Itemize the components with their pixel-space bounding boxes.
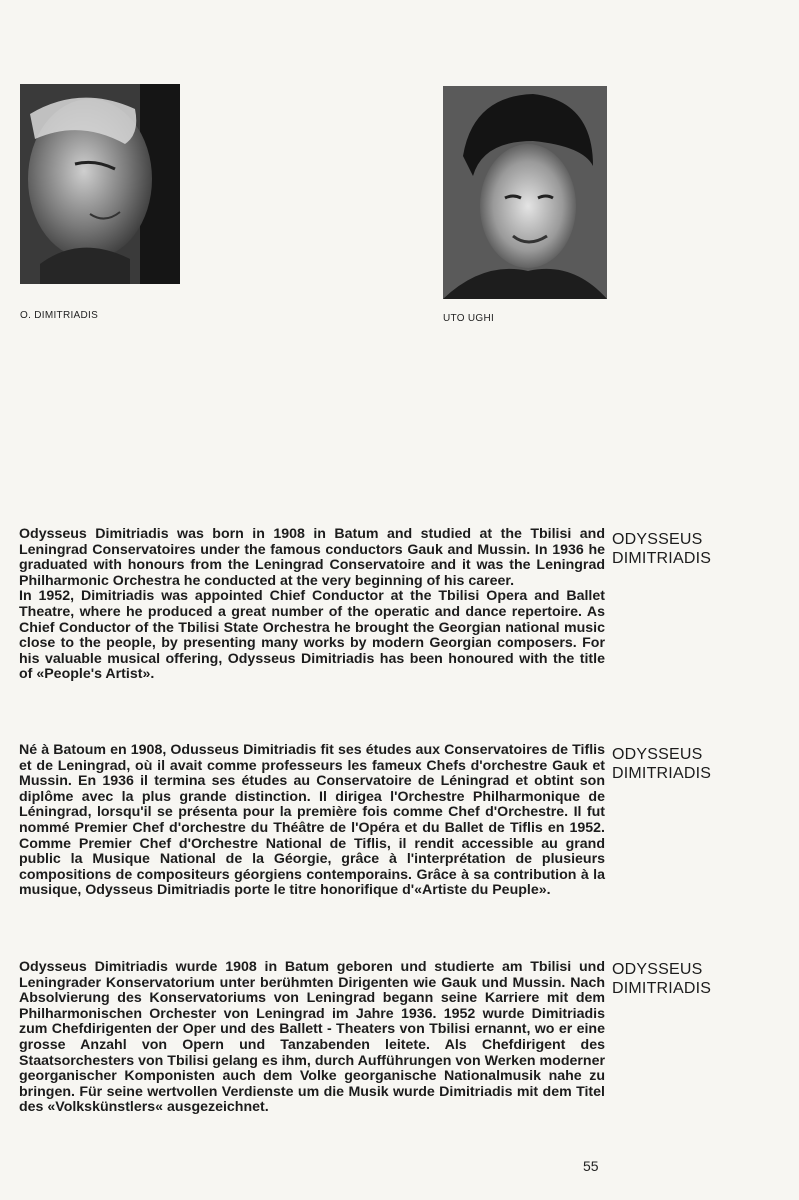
- portrait-photo-ughi: [443, 86, 607, 299]
- biography-german: [19, 960, 605, 1116]
- portrait-photo-dimitriadis: [20, 84, 180, 284]
- biography-english-paragraph-1: Odysseus Dimitriadis was born in 1908 in Batum and studied at the Tbilisi and Leningrad Conservatoires under the famous conductors Gauk and Mussin. In 1936 he graduated with honours from the Leningrad Conservatoire and it was the Leningrad Philharmonic Orchestra he conducted at the very beginning of his career.: [19, 526, 605, 589]
- biography-german-paragraph: Odysseus Dimitriadis wurde 1908 in Batum geboren und studierte am Tbilisi und Leningrader Konservatorium unter berühmten Dirigenten wie Gauk und Mussin. Nach Absolvierung des Konservatoriums von Leningrad begann seine Karriere mit dem Philharmonischen Orchester von Leningrad im Jahre 1936. 1952 wurde Dimitriadis zum Chefdirigenten der Oper und des Ballett - Theaters von Tbilisi ernannt, wo er eine grosse Anzahl von Opern und Tanzabenden leitete. Als Chefdirigent des Staatsorchesters von Tbilisi gelang es ihm, durch Aufführungen von Werken moderner georganischer Komponisten auch dem Volke georganische Nationalmusik nahe zu bringen. Für seine wertvollen Verdienste um die Musik wurde Dimitriadis mit dem Titel des «Volkskünstlers« ausgezeichnet.: [19, 959, 605, 1116]
- page-number: 55: [583, 1158, 599, 1174]
- side-heading-first-name: ODYSSEUS: [612, 746, 703, 763]
- biography-english: [19, 527, 605, 683]
- biography-french: [19, 743, 605, 899]
- biography-french-paragraph: Né à Batoum en 1908, Odusseus Dimitriadis fit ses études aux Conservatoires de Tiflis et de Leningrad, où il avait comme professeurs les fameux Chefs d'orchestre Gauk et Mussin. En 1936 il termina ses études au Conservatoire de Léningrad et obtint son diplôme avec la plus grande distinction. Il dirigea l'Orchestre Philharmonique de Léningrad, lorsqu'il se présenta pour la première fois comme Chef d'Orchestre. Il fut nommé Premier Chef d'orchestre du Théâtre de l'Opéra et du Ballet de Tiflis en 1952. Comme Premier Chef d'Orchestre National de Tiflis, il rendit accessible au grand public la Musique National de la Géorgie, grâce à l'interprétation de plusieurs compositions de compositeurs géorgiens contemporains. Grâce à sa contribution à la musique, Odysseus Dimitriadis porte le titre honorifique d'«Artiste du Peuple».: [19, 742, 605, 899]
- side-heading-last-name: DIMITRIADIS: [612, 765, 712, 782]
- side-heading-last-name: DIMITRIADIS: [612, 980, 712, 997]
- biography-english-paragraph-2: In 1952, Dimitriadis was appointed Chief Conductor at the Tbilisi Opera and Ballet Theatre, where he produced a great number of the operatic and dance repertoire. As Chief Conductor of the Tbilisi State Orchestra he brought the Georgian national music close to the people, by presenting many works by modern Georgian composers. For his valuable musical offering, Odysseus Dimitriadis has been honoured with the title of «People's Artist».: [19, 588, 605, 683]
- side-heading-english: [612, 530, 792, 568]
- photo-caption-right: UTO UGHI: [443, 313, 495, 324]
- portrait-image: [443, 86, 607, 299]
- photo-caption-left: O. DIMITRIADIS: [20, 310, 99, 321]
- side-heading-german: [612, 960, 792, 998]
- portrait-image: [20, 84, 180, 284]
- side-heading-first-name: ODYSSEUS: [612, 961, 703, 978]
- side-heading-last-name: DIMITRIADIS: [612, 550, 712, 567]
- side-heading-french: [612, 745, 792, 783]
- side-heading-first-name: ODYSSEUS: [612, 531, 703, 548]
